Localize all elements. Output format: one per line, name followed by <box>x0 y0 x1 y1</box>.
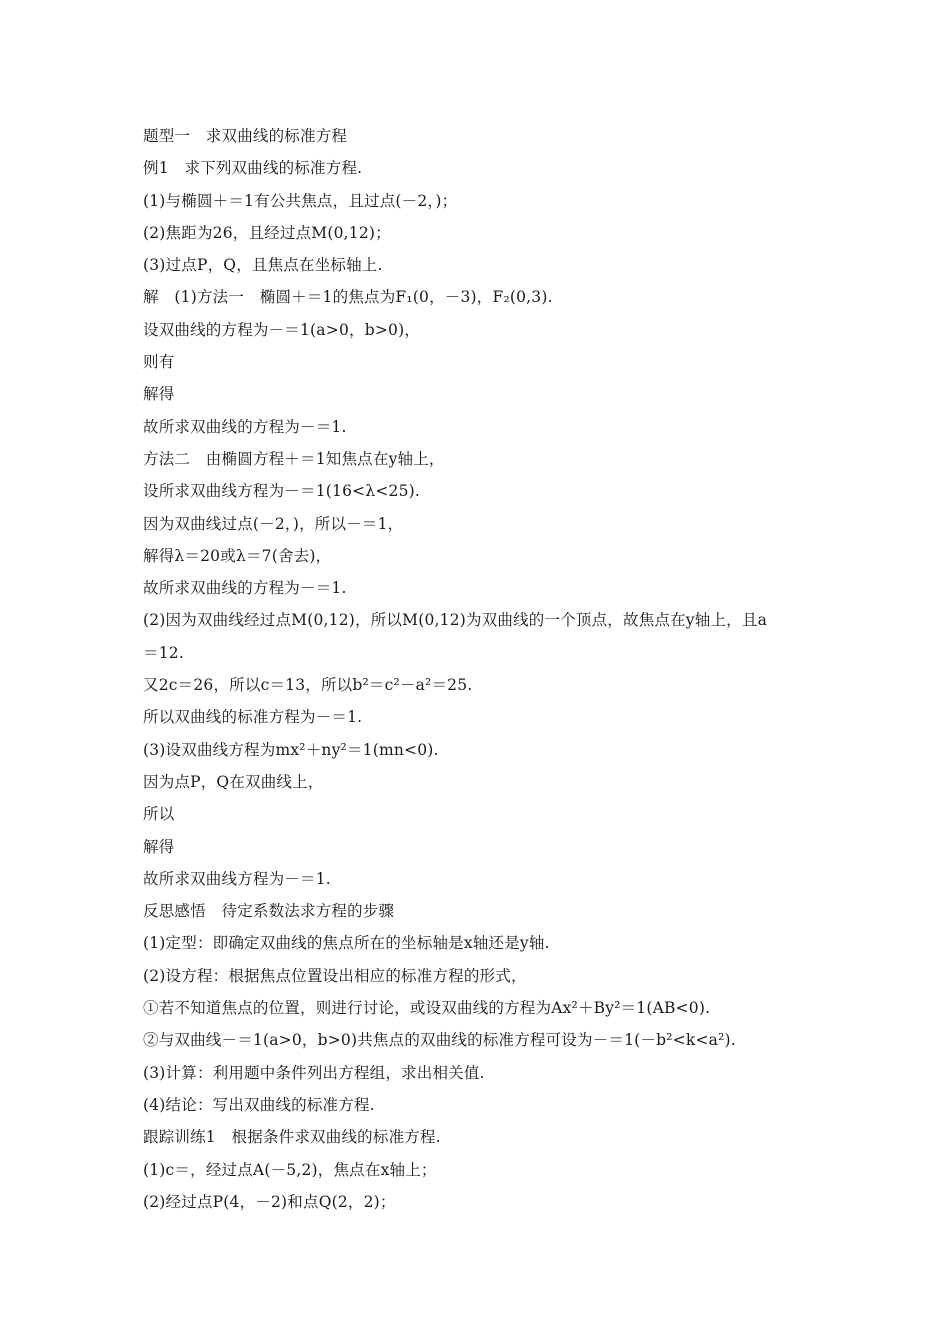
solution-line: 故所求双曲线的方程为－＝1. <box>143 579 347 598</box>
problem-part-2: (2)焦距为26，且经过点M(0,12)； <box>143 223 391 242</box>
section-heading: 题型一 求双曲线的标准方程 <box>143 127 348 145</box>
solution-line: 故所求双曲线的方程为－＝1. <box>143 417 347 436</box>
reflection-step: ②与双曲线－＝1(a>0，b>0)共焦点的双曲线的标准方程可设为－＝1(－b²<k<a²). <box>143 1031 736 1050</box>
solution-line: 所以双曲线的标准方程为－＝1. <box>143 708 363 727</box>
practice-part-2: (2)经过点P(4，－2)和点Q(2，2)； <box>143 1192 396 1211</box>
example-heading: 例1 求下列双曲线的标准方程. <box>143 159 363 178</box>
practice-part-1: (1)c＝，经过点A(－5,2)，焦点在x轴上； <box>143 1160 437 1179</box>
solution-line: 方法二 由椭圆方程＋＝1知焦点在y轴上， <box>143 449 445 468</box>
solution-line: 因为点P，Q在双曲线上， <box>143 772 324 791</box>
solution-line: 解得λ＝20或λ＝7(舍去)， <box>143 546 332 565</box>
reflection-step: (4)结论：写出双曲线的标准方程. <box>143 1095 375 1114</box>
problem-part-3: (3)过点P，Q，且焦点在坐标轴上. <box>143 256 383 275</box>
practice-heading: 跟踪训练1 根据条件求双曲线的标准方程. <box>143 1128 441 1147</box>
reflection-step: (1)定型：即确定双曲线的焦点所在的坐标轴是x轴还是y轴. <box>143 934 550 953</box>
solution-line: 所以 <box>143 805 175 824</box>
reflection-step: (3)计算：利用题中条件列出方程组，求出相关值. <box>143 1063 485 1082</box>
document-body <box>143 120 823 1218</box>
solution-line: 故所求双曲线方程为－＝1. <box>143 869 331 888</box>
solution-line: 因为双曲线过点(－2，)，所以－＝1， <box>143 514 404 533</box>
reflection-step: (2)设方程：根据焦点位置设出相应的标准方程的形式， <box>143 966 527 985</box>
solution-line: 解得 <box>143 385 175 404</box>
solution-line: 设双曲线的方程为－＝1(a>0，b>0)， <box>143 320 421 339</box>
solution-line: 又2c＝26，所以c＝13，所以b²＝c²－a²＝25. <box>143 676 473 695</box>
solution-line: (3)设双曲线方程为mx²＋ny²＝1(mn<0). <box>143 740 439 759</box>
reflection-heading: 反思感悟 待定系数法求方程的步骤 <box>143 902 395 921</box>
solution-line: 则有 <box>143 353 175 372</box>
solution-line: 解 (1)方法一 椭圆＋＝1的焦点为F₁(0，－3)，F₂(0,3). <box>143 288 553 307</box>
solution-line: ＝12. <box>143 643 184 662</box>
reflection-step: ①若不知道焦点的位置，则进行讨论，或设双曲线的方程为Ax²＋By²＝1(AB<0). <box>143 999 711 1018</box>
solution-line: 设所求双曲线方程为－＝1(16<λ<25). <box>143 482 421 501</box>
solution-line: 解得 <box>143 837 175 856</box>
problem-part-1: (1)与椭圆＋＝1有公共焦点，且过点(－2，)； <box>143 191 458 210</box>
solution-line: (2)因为双曲线经过点M(0,12)，所以M(0,12)为双曲线的一个顶点，故焦点在y轴上，且a <box>143 611 768 630</box>
